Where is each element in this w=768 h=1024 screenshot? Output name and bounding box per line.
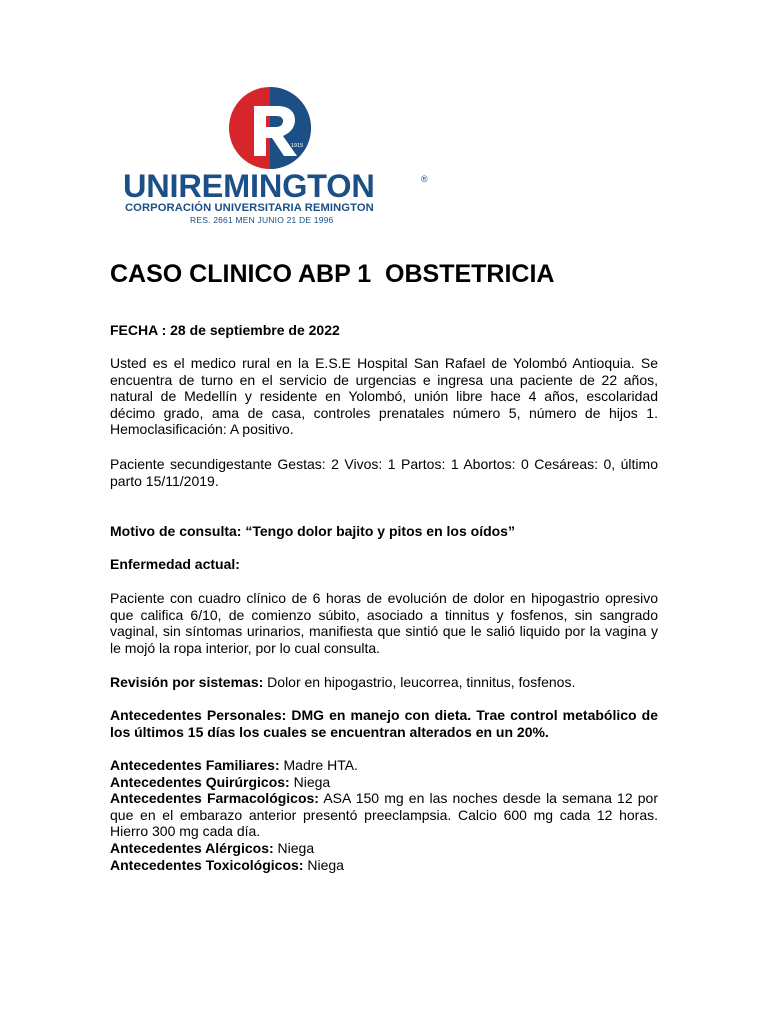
logo-wordmark: UNIREMINGTON	[123, 168, 375, 204]
family-history	[110, 757, 658, 774]
family-history-value: Madre HTA.	[279, 757, 358, 773]
logo-registered-mark: ®	[421, 174, 428, 184]
toxic-history	[110, 857, 658, 874]
logo-resolution: RES. 2661 MEN JUNIO 21 DE 1996	[190, 215, 334, 225]
obstetric-history-paragraph: Paciente secundigestante Gestas: 2 Vivos: 1 Partos: 1 Abortos: 0 Cesáreas: 0, último parto 15/11/2019.	[110, 456, 658, 489]
family-history-label: Antecedentes Familiares:	[110, 757, 280, 773]
logo-subtitle: CORPORACIÓN UNIVERSITARIA REMINGTON	[125, 202, 374, 214]
document-title: CASO CLINICO ABP 1 OBSTETRICIA	[110, 260, 555, 288]
date-line: FECHA : 28 de septiembre de 2022	[110, 322, 340, 338]
systems-review-value: Dolor en hipogastrio, leucorrea, tinnitus, fosfenos.	[263, 674, 576, 690]
allergy-history-label: Antecedentes Alérgicos:	[110, 839, 274, 856]
pharma-history-value: ASA 150 mg en las noches desde la semana 12 por que en el embarazo anterior presentó preeclampsia. Calcio 600 mg cada 12 horas. Hierro 300 mg cada día.	[110, 790, 658, 840]
history-list	[110, 757, 658, 873]
toxic-history-label: Antecedentes Toxicológicos:	[110, 856, 304, 873]
consult-reason: Motivo de consulta: “Tengo dolor bajito y pitos en los oídos”	[110, 523, 515, 539]
toxic-history-value: Niega	[303, 856, 344, 873]
surgical-history	[110, 774, 658, 791]
intro-paragraph: Usted es el medico rural en la E.S.E Hospital San Rafael de Yolombó Antioquia. Se encuentra de turno en el servicio de urgencias e ingresa una paciente de 22 años, natural de Medellín y residente en Yolombó, unión libre hace 4 años, escolaridad décimo grado, ama de casa, controles prenatales número 5, número de hijos 1. Hemoclasificación: A positivo.	[110, 355, 658, 438]
current-illness-heading: Enfermedad actual:	[110, 556, 240, 572]
pharma-history-label: Antecedentes Farmacológicos:	[110, 790, 319, 807]
allergy-history	[110, 840, 658, 857]
allergy-history-value: Niega	[273, 839, 315, 856]
systems-review-label: Revisión por sistemas:	[110, 674, 264, 690]
logo-year: 1915	[291, 143, 304, 149]
current-illness-paragraph: Paciente con cuadro clínico de 6 horas de evolución de dolor en hipogastrio opresivo que califica 6/10, de comienzo súbito, asociado a tinnitus y fosfenos, sin sangrado vaginal, sin síntomas urinarios, manifiesta que sintió que le salió liquido por la vagina y le mojó la ropa interior, por lo cual consulta.	[110, 590, 658, 656]
pharma-history	[110, 790, 658, 840]
surgical-history-value: Niega	[289, 773, 331, 790]
surgical-history-label: Antecedentes Quirúrgicos:	[110, 773, 290, 790]
systems-review	[110, 674, 658, 691]
personal-history-paragraph: Antecedentes Personales: DMG en manejo con dieta. Trae control metabólico de los últimos 15 días los cuales se encuentran alterados en un 20%.	[110, 707, 658, 740]
